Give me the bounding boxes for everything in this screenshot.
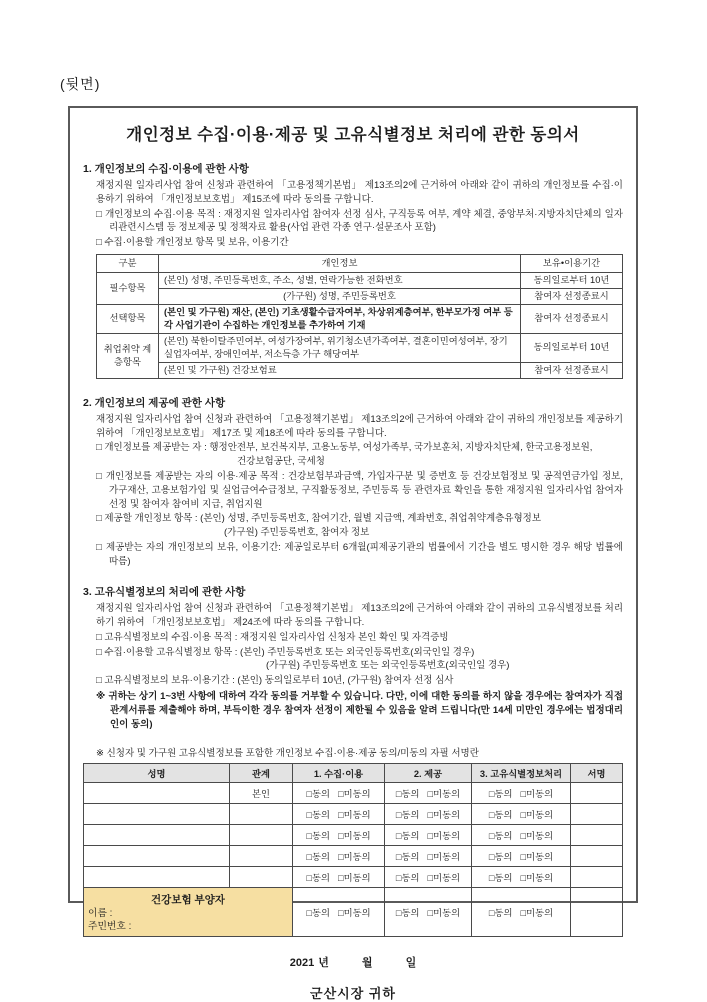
disagree-checkbox[interactable]: □미동의 xyxy=(427,852,461,863)
section2-body xyxy=(96,413,623,568)
disagree-checkbox[interactable]: □미동의 xyxy=(520,810,554,821)
section1-bullet-items: □ 수집·이용할 개인정보 항목 및 보유, 이용기간 xyxy=(96,237,289,249)
table-row xyxy=(97,272,623,288)
vulnerable-period-insurance: 참여자 선정종료시 xyxy=(521,362,623,378)
unique-consent-cell xyxy=(472,888,571,936)
section2-bullet-retention: □ 제공받는 자의 개인정보의 보유, 이용기간: 제공일로부터 6개월(피제공기관의 법률에서 기간을 별도 명시한 경우 해당 법률에 따름) xyxy=(96,541,623,567)
table-header-row xyxy=(97,254,623,272)
agree-checkbox[interactable]: □동의 xyxy=(488,852,513,863)
day-label: 일 xyxy=(405,956,417,969)
section1-heading: 1. 개인정보의 수집·이용에 관한 사항 xyxy=(83,163,249,175)
signature-input-cell[interactable] xyxy=(571,804,623,825)
provided-items-text: □ 제공할 개인정보 항목 : (본인) 성명, 주민등록번호, 참여기간, 월별 지급액, 계좌번호, 취업취약계층유형정보 xyxy=(96,513,542,525)
relation-self-cell: 본인 xyxy=(230,783,293,804)
date-year: 2021 xyxy=(289,956,315,969)
signature-row-self xyxy=(84,783,623,804)
provide-consent-cell xyxy=(385,867,472,888)
unique-consent-cell xyxy=(472,867,571,888)
required-info-household: (가구원) 성명, 주민등록번호 xyxy=(159,288,521,304)
required-period-household: 참여자 선정종료시 xyxy=(521,288,623,304)
agree-checkbox[interactable]: □동의 xyxy=(488,789,513,800)
agree-checkbox[interactable]: □동의 xyxy=(306,831,330,842)
recipient-line: 군산시장 귀하 xyxy=(310,985,396,1001)
disagree-checkbox[interactable]: □미동의 xyxy=(520,789,554,800)
collect-consent-cell xyxy=(293,846,385,867)
unique-consent-cell xyxy=(472,783,571,804)
disagree-checkbox[interactable]: □미동의 xyxy=(338,831,371,842)
disagree-checkbox[interactable]: □미동의 xyxy=(520,831,554,842)
disagree-checkbox[interactable]: □미동의 xyxy=(427,810,461,821)
disagree-checkbox[interactable]: □미동의 xyxy=(520,873,554,884)
signature-row xyxy=(84,846,623,867)
table-row xyxy=(97,362,623,378)
signature-section-note: ※ 신청자 및 가구원 고유식별정보를 포함한 개인정보 수집·이용·제공 동의/미동의 자필 서명란 xyxy=(96,748,479,760)
signature-row xyxy=(84,825,623,846)
unique-id-items-continuation: (가구원) 주민등록번호 또는 외국인등록번호(외국인일 경우) xyxy=(266,660,510,672)
collect-consent-cell xyxy=(293,888,385,936)
category-optional: 선택항목 xyxy=(97,304,159,333)
disagree-checkbox[interactable]: □미동의 xyxy=(427,873,461,884)
name-input-cell[interactable] xyxy=(84,783,230,804)
disagree-checkbox[interactable]: □미동의 xyxy=(427,789,461,800)
agree-checkbox[interactable]: □동의 xyxy=(395,907,420,918)
name-input-cell[interactable] xyxy=(84,867,230,888)
section1-body xyxy=(96,179,623,379)
agree-checkbox[interactable]: □동의 xyxy=(306,873,330,884)
section1-intro: 재정지원 일자리사업 참여 신청과 관련하여 「고용정책기본법」 제13조의2에 근거하여 아래와 같이 귀하의 개인정보를 수집·이용하기 위하여 「개인정보보호법」 제15조에 따라 동의를 구합니다. xyxy=(96,180,623,205)
table-row xyxy=(97,288,623,304)
section2-bullet-recipients xyxy=(96,441,623,469)
unique-consent-cell xyxy=(472,804,571,825)
relation-input-cell[interactable] xyxy=(230,846,293,867)
agree-checkbox[interactable]: □동의 xyxy=(395,852,420,863)
relation-input-cell[interactable] xyxy=(230,825,293,846)
signature-input-cell[interactable] xyxy=(571,888,623,936)
recipients-continuation: 건강보험공단, 국세청 xyxy=(237,456,325,468)
section2-bullet-items xyxy=(96,512,623,540)
agree-checkbox[interactable]: □동의 xyxy=(395,789,420,800)
provide-consent-cell xyxy=(385,783,472,804)
disagree-checkbox[interactable]: □미동의 xyxy=(427,831,461,842)
provided-items-continuation: (가구원) 주민등록번호, 참여자 정보 xyxy=(224,527,370,539)
date-line xyxy=(83,954,623,970)
name-input-cell[interactable] xyxy=(84,804,230,825)
month-label: 월 xyxy=(361,956,373,969)
vulnerable-period-self: 동의일로부터 10년 xyxy=(521,333,623,362)
signature-row-dependent xyxy=(84,888,623,936)
name-input-cell[interactable] xyxy=(84,825,230,846)
signature-row xyxy=(84,804,623,825)
category-required: 필수항목 xyxy=(97,272,159,304)
disagree-checkbox[interactable]: □미동의 xyxy=(338,852,371,863)
vulnerable-info-self: (본인) 북한이탈주민여부, 여성가장여부, 위기청소년가족여부, 결혼이민여성여부, 장기실업자여부, 장애인여부, 저소득층 가구 해당여부 xyxy=(159,333,521,362)
disagree-checkbox[interactable]: □미동의 xyxy=(427,907,461,918)
dependent-id-label[interactable]: 주민번호 : xyxy=(88,921,132,933)
col-header-period: 보유•이용기간 xyxy=(521,254,623,272)
back-side-label: (뒷면) xyxy=(60,76,101,92)
provide-consent-cell xyxy=(385,888,472,936)
recipients-text: □ 개인정보를 제공받는 자 : 행정안전부, 보건복지부, 고용노동부, 여성가족부, 국가보훈처, 지방자치단체, 한국고용정보원, xyxy=(96,442,593,454)
agree-checkbox[interactable]: □동의 xyxy=(395,873,420,884)
dependent-name-label[interactable]: 이름 : xyxy=(88,908,113,920)
collect-consent-cell xyxy=(293,783,385,804)
section-collection-use xyxy=(83,161,623,379)
agree-checkbox[interactable]: □동의 xyxy=(488,907,513,918)
section1-bullet-purpose: □ 개인정보의 수집·이용 목적 : 재정지원 일자리사업 참여자 선정 심사, 구직등록 여부, 계약 체결, 중앙부처·지방자치단체의 일자리관련시스템 등 정보제공 및 정책자료 활용(사업 관련 각종 연구·설문조사 포함) xyxy=(96,208,623,234)
provide-consent-cell xyxy=(385,846,472,867)
agree-checkbox[interactable]: □동의 xyxy=(395,810,420,821)
signature-input-cell[interactable] xyxy=(571,846,623,867)
unique-consent-cell xyxy=(472,846,571,867)
relation-input-cell[interactable] xyxy=(230,804,293,825)
agree-checkbox[interactable]: □동의 xyxy=(395,831,420,842)
collect-consent-cell xyxy=(293,867,385,888)
disagree-checkbox[interactable]: □미동의 xyxy=(338,810,371,821)
disagree-checkbox[interactable]: □미동의 xyxy=(338,789,371,800)
collect-consent-cell xyxy=(293,804,385,825)
section2-bullet-purpose: □ 개인정보를 제공받는 자의 이용·제공 목적 : 건강보험부과금액, 가입자구분 및 증번호 등 건강보험정보 및 공적연금가입 정보, 가구재산, 고용보험가입 및 실업급여수급정보, 구직활동정보, 주민등록 등 관련자료 확인을 통한 재정지원 일자리사업 참여자 선정 및 참여자 참여비 지급, 취업지원 xyxy=(96,471,623,510)
section-provision xyxy=(83,395,623,568)
agree-checkbox[interactable]: □동의 xyxy=(306,852,330,863)
relation-input-cell[interactable] xyxy=(230,867,293,888)
col-header-sign: 서명 xyxy=(571,764,623,783)
disagree-checkbox[interactable]: □미동의 xyxy=(520,852,554,863)
unique-consent-cell xyxy=(472,825,571,846)
signature-header-row xyxy=(84,764,623,783)
signature-row xyxy=(84,867,623,888)
agree-checkbox[interactable]: □동의 xyxy=(488,810,513,821)
signature-input-cell[interactable] xyxy=(571,783,623,804)
disagree-checkbox[interactable]: □미동의 xyxy=(520,907,554,918)
section3-intro: 재정지원 일자리사업 참여 신청과 관련하여 「고용정책기본법」 제13조의2에 근거하여 아래와 같이 귀하의 고유식별정보를 처리하기 위하여 「개인정보보호법」 제24조에 따라 동의를 구합니다. xyxy=(96,603,623,629)
consent-signature-table xyxy=(83,763,623,936)
optional-info: (본인 및 가구원) 재산, (본인) 기초생활수급자여부, 차상위계층여부, 한부모가정 여부 등 각 사업기관이 수집하는 개인정보를 추가하여 기재 xyxy=(159,304,521,333)
section3-bullet-items xyxy=(96,646,623,674)
signature-input-cell[interactable] xyxy=(571,825,623,846)
year-label: 년 xyxy=(318,956,329,969)
section3-bullet-purpose: □ 고유식별정보의 수집·이용 목적 : 재정지원 일자리사업 신청자 본인 확인 및 자격증빙 xyxy=(96,631,449,643)
col-header-provide: 2. 제공 xyxy=(385,764,472,783)
col-header-collect: 1. 수집·이용 xyxy=(293,764,385,783)
disagree-checkbox[interactable]: □미동의 xyxy=(338,907,371,918)
form-title: 개인정보 수집·이용·제공 및 고유식별정보 처리에 관한 동의서 xyxy=(126,126,580,144)
table-row xyxy=(97,333,623,362)
provide-consent-cell xyxy=(385,825,472,846)
required-period-self: 동의일로부터 10년 xyxy=(521,272,623,288)
optional-period: 참여자 선정종료시 xyxy=(521,304,623,333)
dependent-title: 건강보험 부양자 xyxy=(151,894,225,907)
personal-info-retention-table xyxy=(96,254,623,379)
table-row xyxy=(97,304,623,333)
agree-checkbox[interactable]: □동의 xyxy=(306,810,330,821)
section-unique-id xyxy=(83,584,623,731)
col-header-category: 구분 xyxy=(97,254,159,272)
section3-body xyxy=(96,602,623,731)
col-header-relation: 관계 xyxy=(230,764,293,783)
category-vulnerable: 취업취약 계층항목 xyxy=(97,333,159,378)
collect-consent-cell xyxy=(293,825,385,846)
col-header-unique: 3. 고유식별정보처리 xyxy=(472,764,571,783)
agree-checkbox[interactable]: □동의 xyxy=(306,789,330,800)
vulnerable-info-insurance: (본인 및 가구원) 건강보험료 xyxy=(159,362,521,378)
refusal-notice: ※ 귀하는 상기 1~3번 사항에 대하여 각각 동의를 거부할 수 있습니다. 다만, 이에 대한 동의를 하지 않을 경우에는 참여자가 직접 관계서류를 제출해야 하며, 부득이한 경우 참여자 선정이 제한될 수 있음을 알려 드립니다(만 14세 미만인 경우에는 법정대리인이 동의) xyxy=(96,690,623,730)
col-header-info: 개인정보 xyxy=(159,254,521,272)
signature-input-cell[interactable] xyxy=(571,867,623,888)
section2-heading: 2. 개인정보의 제공에 관한 사항 xyxy=(83,396,226,409)
section2-intro: 재정지원 일자리사업 참여 신청과 관련하여 「고용정책기본법」 제13조의2에 근거하여 아래와 같이 귀하의 개인정보를 제공하기 위하여 「개인정보보호법」 제17조 및 제18조에 따라 동의를 구합니다. xyxy=(96,413,623,439)
agree-checkbox[interactable]: □동의 xyxy=(488,873,513,884)
unique-id-items-text: □ 수집·이용할 고유식별정보 항목 : (본인) 주민등록번호 또는 외국인등록번호(외국인일 경우) xyxy=(96,646,475,658)
disagree-checkbox[interactable]: □미동의 xyxy=(338,873,371,884)
name-input-cell[interactable] xyxy=(84,846,230,867)
required-info-self: (본인) 성명, 주민등록번호, 주소, 성별, 연락가능한 전화번호 xyxy=(159,272,521,288)
health-insurance-dependent-cell xyxy=(84,888,293,936)
agree-checkbox[interactable]: □동의 xyxy=(488,831,513,842)
section3-bullet-retention: □ 고유식별정보의 보유·이용기간 : (본인) 동의일로부터 10년, (가구원) 참여자 선정 심사 xyxy=(96,675,454,687)
section3-heading: 3. 고유식별정보의 처리에 관한 사항 xyxy=(83,586,246,599)
provide-consent-cell xyxy=(385,804,472,825)
agree-checkbox[interactable]: □동의 xyxy=(306,907,330,918)
col-header-name: 성명 xyxy=(84,764,230,783)
consent-form-box xyxy=(68,106,638,1001)
